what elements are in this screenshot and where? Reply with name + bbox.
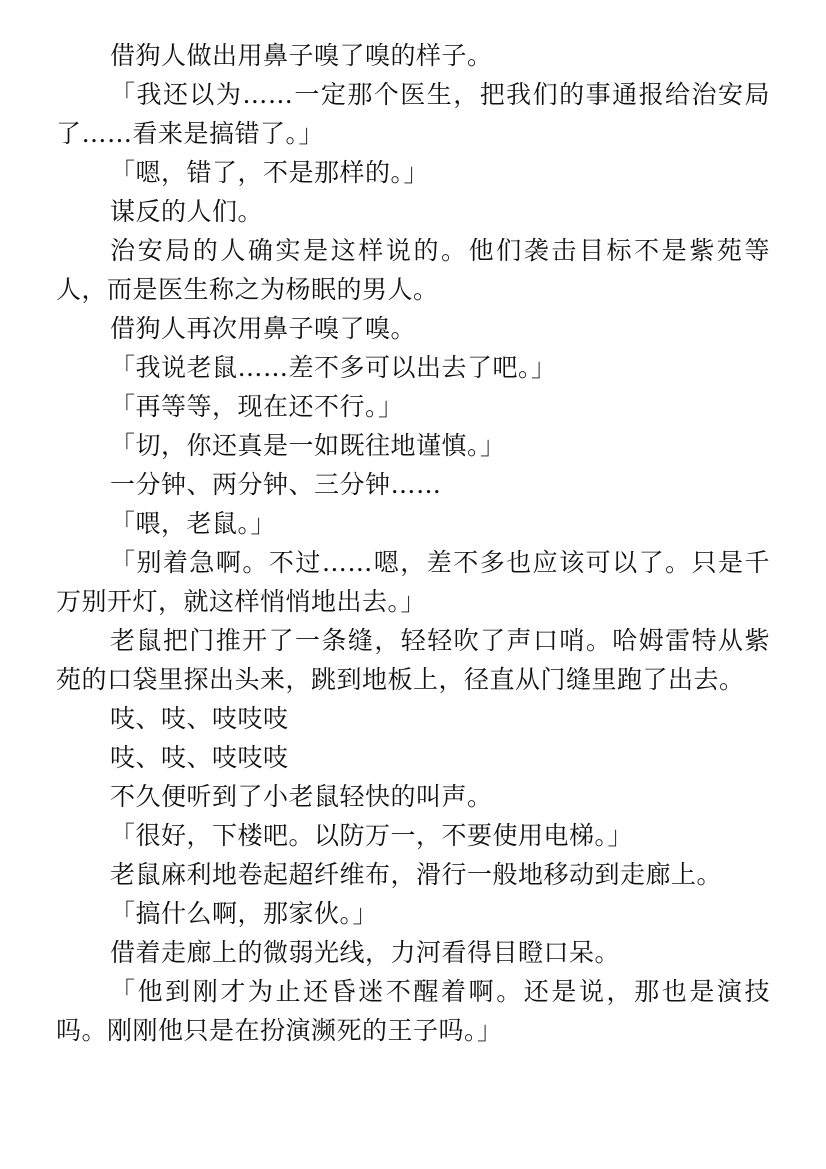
- paragraph: 借着走廊上的微弱光线，力河看得目瞪口呆。: [110, 938, 621, 967]
- paragraph: 「很好，下楼吧。以防万一，不要使用电梯。」: [110, 821, 634, 850]
- paragraph: 「喂，老鼠。」: [110, 509, 277, 538]
- paragraph: 借狗人做出用鼻子嗅了嗅的样子。: [110, 41, 493, 70]
- paragraph: 吱、吱、吱吱吱: [110, 704, 289, 733]
- paragraph: 「我说老鼠……差不多可以出去了吧。」: [110, 353, 557, 382]
- paragraph: 吱、吱、吱吱吱: [110, 743, 289, 772]
- paragraph: 谋反的人们。: [110, 197, 264, 226]
- paragraph: 借狗人再次用鼻子嗅了嗅。: [110, 314, 417, 343]
- paragraph: 「再等等，现在还不行。」: [110, 392, 404, 421]
- paragraph: 「别着急啊。不过……嗯，差不多也应该可以了。只是千万别开灯，就这样悄悄地出去。」: [56, 548, 770, 616]
- paragraph: 「我还以为……一定那个医生，把我们的事通报给治安局了……看来是搞错了。」: [56, 80, 770, 148]
- paragraph: 「他到刚才为止还昏迷不醒着啊。还是说，那也是演技吗。刚刚他只是在扮演濒死的王子吗。」: [56, 977, 770, 1045]
- paragraph: 老鼠把门推开了一条缝，轻轻吹了声口哨。哈姆雷特从紫苑的口袋里探出头来，跳到地板上，径直从门缝里跑了出去。: [56, 626, 770, 694]
- document-page: [56, 36, 770, 1050]
- paragraph: 一分钟、两分钟、三分钟……: [110, 470, 442, 499]
- paragraph: 老鼠麻利地卷起超纤维布，滑行一般地移动到走廊上。: [110, 860, 723, 889]
- paragraph: 「嗯，错了，不是那样的。」: [110, 158, 430, 187]
- paragraph: 治安局的人确实是这样说的。他们袭击目标不是紫苑等人，而是医生称之为杨眠的男人。: [56, 236, 770, 304]
- paragraph: 不久便听到了小老鼠轻快的叫声。: [110, 782, 493, 811]
- paragraph: 「切，你还真是一如既往地谨慎。」: [110, 431, 506, 460]
- paragraph: 「搞什么啊，那家伙。」: [110, 899, 379, 928]
